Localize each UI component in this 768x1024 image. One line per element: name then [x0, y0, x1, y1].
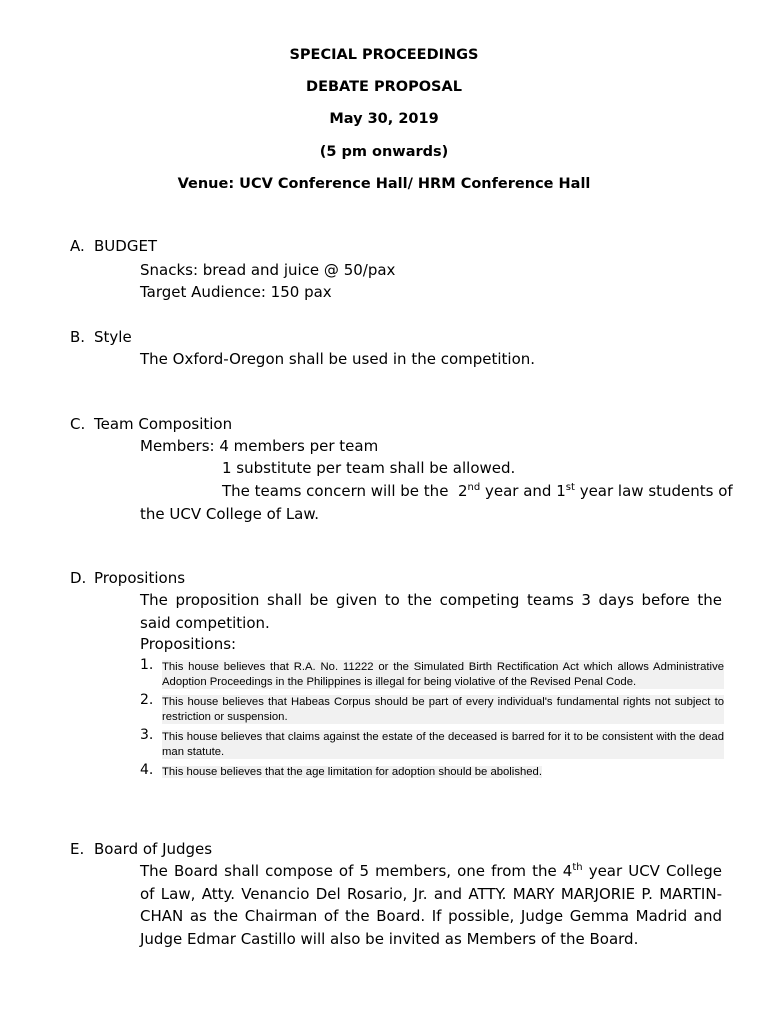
- list-item-text: This house believes that the age limitation for adoption should be abolished.: [162, 766, 542, 778]
- board-text-b: year UCV College of Law, Atty. Venancio Del Rosario, Jr. and ATTY. MARY MARJORIE P. MARTIN-CHAN as the Chairman of the Board. If possible, Judge Gemma Madrid and Judge Edmar Castillo will also be invited as Members of the Board.: [140, 862, 722, 948]
- team-year-2-sup: nd: [467, 482, 481, 493]
- team-concern-text-a: The teams concern will be the: [222, 482, 449, 500]
- section-e-letter: E.: [70, 840, 85, 858]
- section-e-title: Board of Judges: [94, 840, 213, 858]
- board-text-a: The Board shall compose of 5 members, one from the 4: [140, 862, 573, 880]
- list-item-text: This house believes that Habeas Corpus should be part of every individual's fundamental rights not subject to restriction or suspension.: [162, 696, 724, 723]
- section-b-letter: B.: [70, 328, 86, 346]
- team-year-1-sup: st: [565, 482, 575, 493]
- team-members: Members: 4 members per team: [140, 437, 379, 455]
- team-concern-text-d: year law students of: [574, 482, 733, 500]
- list-item: [140, 727, 724, 759]
- doc-title: DEBATE PROPOSAL: [306, 79, 462, 95]
- team-year-1-text: year and 1: [480, 482, 566, 500]
- team-concern-line-2: the UCV College of Law.: [140, 505, 320, 523]
- team-year-2: 2: [458, 482, 468, 500]
- budget-snacks: Snacks: bread and juice @ 50/pax: [140, 261, 396, 279]
- list-item-text: This house believes that R.A. No. 11222 or the Simulated Birth Rectification Act which allows Administrative Adoption Proceedings in the Philippines is illegal for being violative of the Revised Penal Code.: [162, 661, 724, 688]
- doc-venue: Venue: UCV Conference Hall/ HRM Conference Hall: [177, 176, 591, 192]
- list-item: [140, 762, 724, 780]
- list-item-number: 3.: [140, 727, 154, 743]
- doc-course-title: SPECIAL PROCEEDINGS: [289, 47, 479, 63]
- list-item: [140, 657, 724, 689]
- section-a-title: BUDGET: [94, 237, 158, 255]
- propositions-subheading: Propositions:: [140, 635, 237, 653]
- team-concern-line: [222, 481, 448, 501]
- budget-audience: Target Audience: 150 pax: [140, 283, 332, 301]
- list-item-text: This house believes that claims against the estate of the deceased is barred for it to be consistent with the dead man statute.: [162, 731, 724, 758]
- section-c-title: Team Composition: [94, 415, 233, 433]
- doc-date: May 30, 2019: [329, 111, 439, 127]
- propositions-intro: The proposition shall be given to the competing teams 3 days before the said competition.: [140, 591, 722, 632]
- doc-time: (5 pm onwards): [319, 144, 449, 160]
- board-text: [140, 860, 722, 950]
- list-item-number: 1.: [140, 657, 154, 673]
- section-d-letter: D.: [70, 569, 87, 587]
- section-c-letter: C.: [70, 415, 86, 433]
- section-d-title: Propositions: [94, 569, 186, 587]
- section-b-title: Style: [94, 328, 132, 346]
- section-a-letter: A.: [70, 237, 85, 255]
- style-text: The Oxford-Oregon shall be used in the competition.: [140, 350, 536, 368]
- board-text-sup: th: [572, 862, 583, 873]
- propositions-list: [140, 657, 724, 780]
- list-item: [140, 692, 724, 724]
- team-substitute: 1 substitute per team shall be allowed.: [222, 459, 516, 477]
- list-item-number: 2.: [140, 692, 154, 708]
- list-item-number: 4.: [140, 762, 154, 778]
- team-concern-years: [458, 481, 733, 501]
